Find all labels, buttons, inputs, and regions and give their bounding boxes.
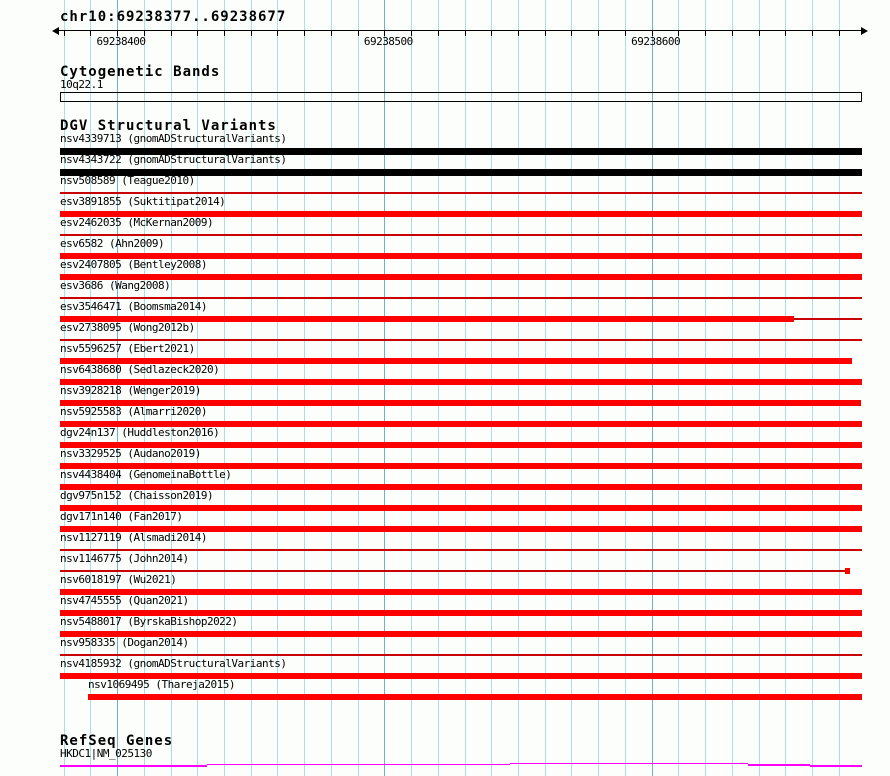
variant-label[interactable]: nsv5925583 (Almarri2020) xyxy=(60,405,207,418)
variant-row[interactable] xyxy=(0,490,890,511)
variant-label[interactable]: nsv958335 (Dogan2014) xyxy=(60,636,189,649)
ruler-tick xyxy=(571,31,572,36)
variant-label[interactable]: nsv5596257 (Ebert2021) xyxy=(60,342,195,355)
variant-row[interactable] xyxy=(0,175,890,196)
ruler-tick xyxy=(839,31,840,36)
variant-row[interactable] xyxy=(0,574,890,595)
variant-bar[interactable] xyxy=(60,654,862,656)
ruler-tick xyxy=(465,31,466,36)
variant-row[interactable] xyxy=(0,217,890,238)
ruler-tick xyxy=(90,31,91,36)
variant-label[interactable]: esv2738095 (Wong2012b) xyxy=(60,321,195,334)
variant-row[interactable] xyxy=(0,301,890,322)
variant-row[interactable] xyxy=(0,553,890,574)
variant-row[interactable] xyxy=(0,448,890,469)
variant-bar[interactable] xyxy=(60,549,862,551)
variant-label[interactable]: esv2407805 (Bentley2008) xyxy=(60,258,207,271)
ruler-tick xyxy=(304,31,305,36)
variant-row[interactable] xyxy=(0,637,890,658)
ruler-tick xyxy=(438,31,439,36)
gene-line-segment[interactable] xyxy=(510,763,748,765)
variant-bar[interactable] xyxy=(60,234,862,236)
ruler-tick xyxy=(518,31,519,36)
variant-row[interactable] xyxy=(0,196,890,217)
variant-label[interactable]: dgv975n152 (Chaisson2019) xyxy=(60,489,214,502)
ruler-tick xyxy=(625,31,626,36)
variant-row[interactable] xyxy=(0,427,890,448)
variant-label[interactable]: nsv4339713 (gnomADStructuralVariants) xyxy=(60,132,287,145)
variant-row[interactable] xyxy=(0,532,890,553)
cytoband-section-title: Cytogenetic Bands xyxy=(60,64,221,80)
gene-line-segment[interactable] xyxy=(60,765,207,767)
region-label: chr10:69238377..69238677 xyxy=(60,9,287,25)
variant-bar[interactable] xyxy=(60,297,862,299)
ruler-label: 69238500 xyxy=(363,35,413,48)
variant-row[interactable] xyxy=(0,238,890,259)
variant-bar[interactable] xyxy=(88,694,862,700)
variant-label[interactable]: nsv3329525 (Audano2019) xyxy=(60,447,201,460)
gene-line-segment[interactable] xyxy=(748,764,810,766)
ruler-tick xyxy=(732,31,733,36)
cytoband-box xyxy=(60,92,862,102)
variant-label[interactable]: nsv3928218 (Wenger2019) xyxy=(60,384,201,397)
variant-row[interactable] xyxy=(0,616,890,637)
variant-row[interactable] xyxy=(0,259,890,280)
gene-line-segment[interactable] xyxy=(207,764,510,766)
ruler-tick xyxy=(705,31,706,36)
ruler-tick xyxy=(64,31,65,36)
variant-label[interactable]: nsv4343722 (gnomADStructuralVariants) xyxy=(60,153,287,166)
gene-label[interactable]: HKDC1|NM_025130 xyxy=(60,747,152,760)
variant-row[interactable] xyxy=(0,280,890,301)
ruler-label: 69238600 xyxy=(631,35,681,48)
variant-row[interactable] xyxy=(0,343,890,364)
variant-bar[interactable] xyxy=(60,192,862,194)
variant-row[interactable] xyxy=(0,322,890,343)
ruler-tick xyxy=(277,31,278,36)
variant-row[interactable] xyxy=(0,406,890,427)
ruler-right-arrow-icon xyxy=(861,27,868,35)
variant-bar[interactable] xyxy=(794,318,862,320)
variant-label[interactable]: dgv171n140 (Fan2017) xyxy=(60,510,183,523)
ruler-tick xyxy=(759,31,760,36)
variant-bar[interactable] xyxy=(60,570,845,572)
variant-label[interactable]: nsv1069495 (Thareja2015) xyxy=(88,678,235,691)
variant-label[interactable]: nsv4185932 (gnomADStructuralVariants) xyxy=(60,657,287,670)
variant-label[interactable]: esv2462035 (McKernan2009) xyxy=(60,216,214,229)
variant-row[interactable] xyxy=(0,511,890,532)
ruler-tick xyxy=(171,31,172,36)
variant-label[interactable]: esv3686 (Wang2008) xyxy=(60,279,171,292)
ruler-left-arrow-icon xyxy=(52,27,59,35)
variant-label[interactable]: nsv508589 (Teague2010) xyxy=(60,174,195,187)
variant-label[interactable]: esv6582 (Ahn2009) xyxy=(60,237,165,250)
variant-row[interactable] xyxy=(0,595,890,616)
ruler-tick xyxy=(545,31,546,36)
ruler-tick xyxy=(785,31,786,36)
variant-label[interactable]: nsv4438404 (GenomeinaBottle) xyxy=(60,468,232,481)
refseq-section-title: RefSeq Genes xyxy=(60,733,174,749)
variant-row[interactable] xyxy=(0,385,890,406)
variant-label[interactable]: nsv1146775 (John2014) xyxy=(60,552,189,565)
variant-bar[interactable] xyxy=(60,339,862,341)
ruler-tick xyxy=(358,31,359,36)
ruler-tick xyxy=(598,31,599,36)
variant-row[interactable] xyxy=(0,364,890,385)
gene-line-segment[interactable] xyxy=(810,765,862,767)
variant-label[interactable]: esv3891855 (Suktitipat2014) xyxy=(60,195,226,208)
ruler-axis-line xyxy=(58,30,866,31)
variant-label[interactable]: esv3546471 (Boomsma2014) xyxy=(60,300,207,313)
variant-row[interactable] xyxy=(0,679,890,700)
ruler-tick xyxy=(812,31,813,36)
ruler-tick xyxy=(251,31,252,36)
variant-label[interactable]: nsv6438680 (Sedlazeck2020) xyxy=(60,363,220,376)
variant-row[interactable] xyxy=(0,133,890,154)
dgv-section-title: DGV Structural Variants xyxy=(60,118,277,134)
variant-label[interactable]: nsv4745555 (Quan2021) xyxy=(60,594,189,607)
variant-label[interactable]: nsv6018197 (Wu2021) xyxy=(60,573,177,586)
variant-row[interactable] xyxy=(0,154,890,175)
variant-row[interactable] xyxy=(0,658,890,679)
ruler-label: 69238400 xyxy=(96,35,146,48)
ruler-tick xyxy=(491,31,492,36)
ruler-tick xyxy=(197,31,198,36)
variant-row[interactable] xyxy=(0,469,890,490)
variant-label[interactable]: nsv1127119 (Alsmadi2014) xyxy=(60,531,207,544)
ruler-tick xyxy=(224,31,225,36)
cytoband-name: 10q22.1 xyxy=(60,78,103,91)
ruler-tick xyxy=(331,31,332,36)
variant-label[interactable]: nsv5488017 (ByrskaBishop2022) xyxy=(60,615,238,628)
variant-label[interactable]: dgv24n137 (Huddleston2016) xyxy=(60,426,220,439)
